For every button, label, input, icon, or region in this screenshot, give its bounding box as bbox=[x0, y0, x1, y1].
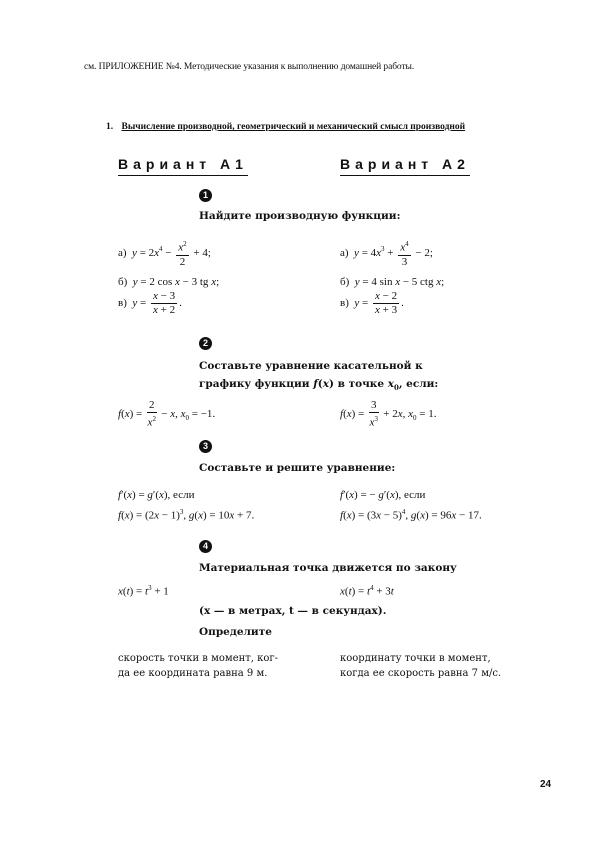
task-1v-a2: в) y = $\frac{x - 2}{x + 3}$ . bbox=[340, 290, 404, 316]
task-2-line-2: графику функции f(x) в точке $x_0$, если: bbox=[199, 378, 439, 393]
task-3-a1-line-1: f′(x) = g′(x), если bbox=[118, 489, 195, 501]
task-4-a2-law: $x(t) = t^4 + 3t$ bbox=[340, 584, 394, 598]
task-4-a1-law: $x(t) = t^3 + 1$ bbox=[118, 584, 169, 598]
task-2-number-icon: 2 bbox=[199, 337, 212, 350]
task-4-a1-question-line-1: скорость точки в момент, ког- bbox=[118, 653, 279, 664]
section-title: Вычисление производной, геометрический и механический смысл производной bbox=[121, 122, 466, 132]
task-3-a2-line-2: $f(x) = (3x - 5)^4$, g(x) = 96x − 17. bbox=[340, 508, 482, 522]
task-1-text: Найдите производную функции: bbox=[199, 210, 401, 222]
task-3-a1-line-2: $f(x) = (2x - 1)^3$, g(x) = 10x + 7. bbox=[118, 508, 255, 522]
section-number: 1. bbox=[106, 122, 114, 132]
section-heading bbox=[106, 122, 465, 132]
task-4-determine: Определите bbox=[199, 626, 272, 638]
task-4-a2-question-line-1: координату точки в момент, bbox=[340, 653, 491, 664]
variant-a2-heading: Вариант А2 bbox=[340, 156, 470, 176]
task-3-a2-line-1: f′(x) = − g′(x), если bbox=[340, 489, 426, 501]
task-1-number-icon: 1 bbox=[199, 189, 212, 202]
task-2-a1: f(x) = $\frac{2}{x^2}$ − x, $x_0 = -1$. bbox=[118, 399, 216, 429]
task-3-number-icon: 3 bbox=[199, 440, 212, 453]
task-1b-a2: б) y = 4 sin x − 5 ctg x; bbox=[340, 276, 445, 288]
task-2-a2: f(x) = $\frac{3}{x^3}$ + 2x, $x_0 = 1$. bbox=[340, 399, 437, 429]
task-1v-a1: в) y = $\frac{x - 3}{x + 2}$ . bbox=[118, 290, 182, 316]
task-1a-a1: а) $y = 2x^4$ − $\frac{x^2}{2}$ + 4; bbox=[118, 240, 211, 268]
page-header: см. ПРИЛОЖЕНИЕ №4. Методические указания к выполнению домашней работы. bbox=[84, 62, 415, 72]
task-4-text: Материальная точка движется по закону bbox=[199, 562, 457, 574]
task-1a-a2: а) $y = 4x^3$ + $\frac{x^4}{3}$ − 2; bbox=[340, 240, 433, 268]
task-1b-a1: б) y = 2 cos x − 3 tg x; bbox=[118, 276, 220, 288]
task-3-text: Составьте и решите уравнение: bbox=[199, 462, 396, 474]
task-2-line-1: Составьте уравнение касательной к bbox=[199, 360, 423, 372]
task-4-number-icon: 4 bbox=[199, 540, 212, 553]
task-4-a1-question-line-2: да ее координата равна 9 м. bbox=[118, 668, 268, 679]
task-4-a2-question-line-2: когда ее скорость равна 7 м/с. bbox=[340, 668, 502, 679]
page-number: 24 bbox=[540, 779, 552, 790]
task-4-units: (x — в метрах, t — в секундах). bbox=[199, 605, 387, 617]
variant-a1-heading: Вариант А1 bbox=[118, 156, 248, 176]
